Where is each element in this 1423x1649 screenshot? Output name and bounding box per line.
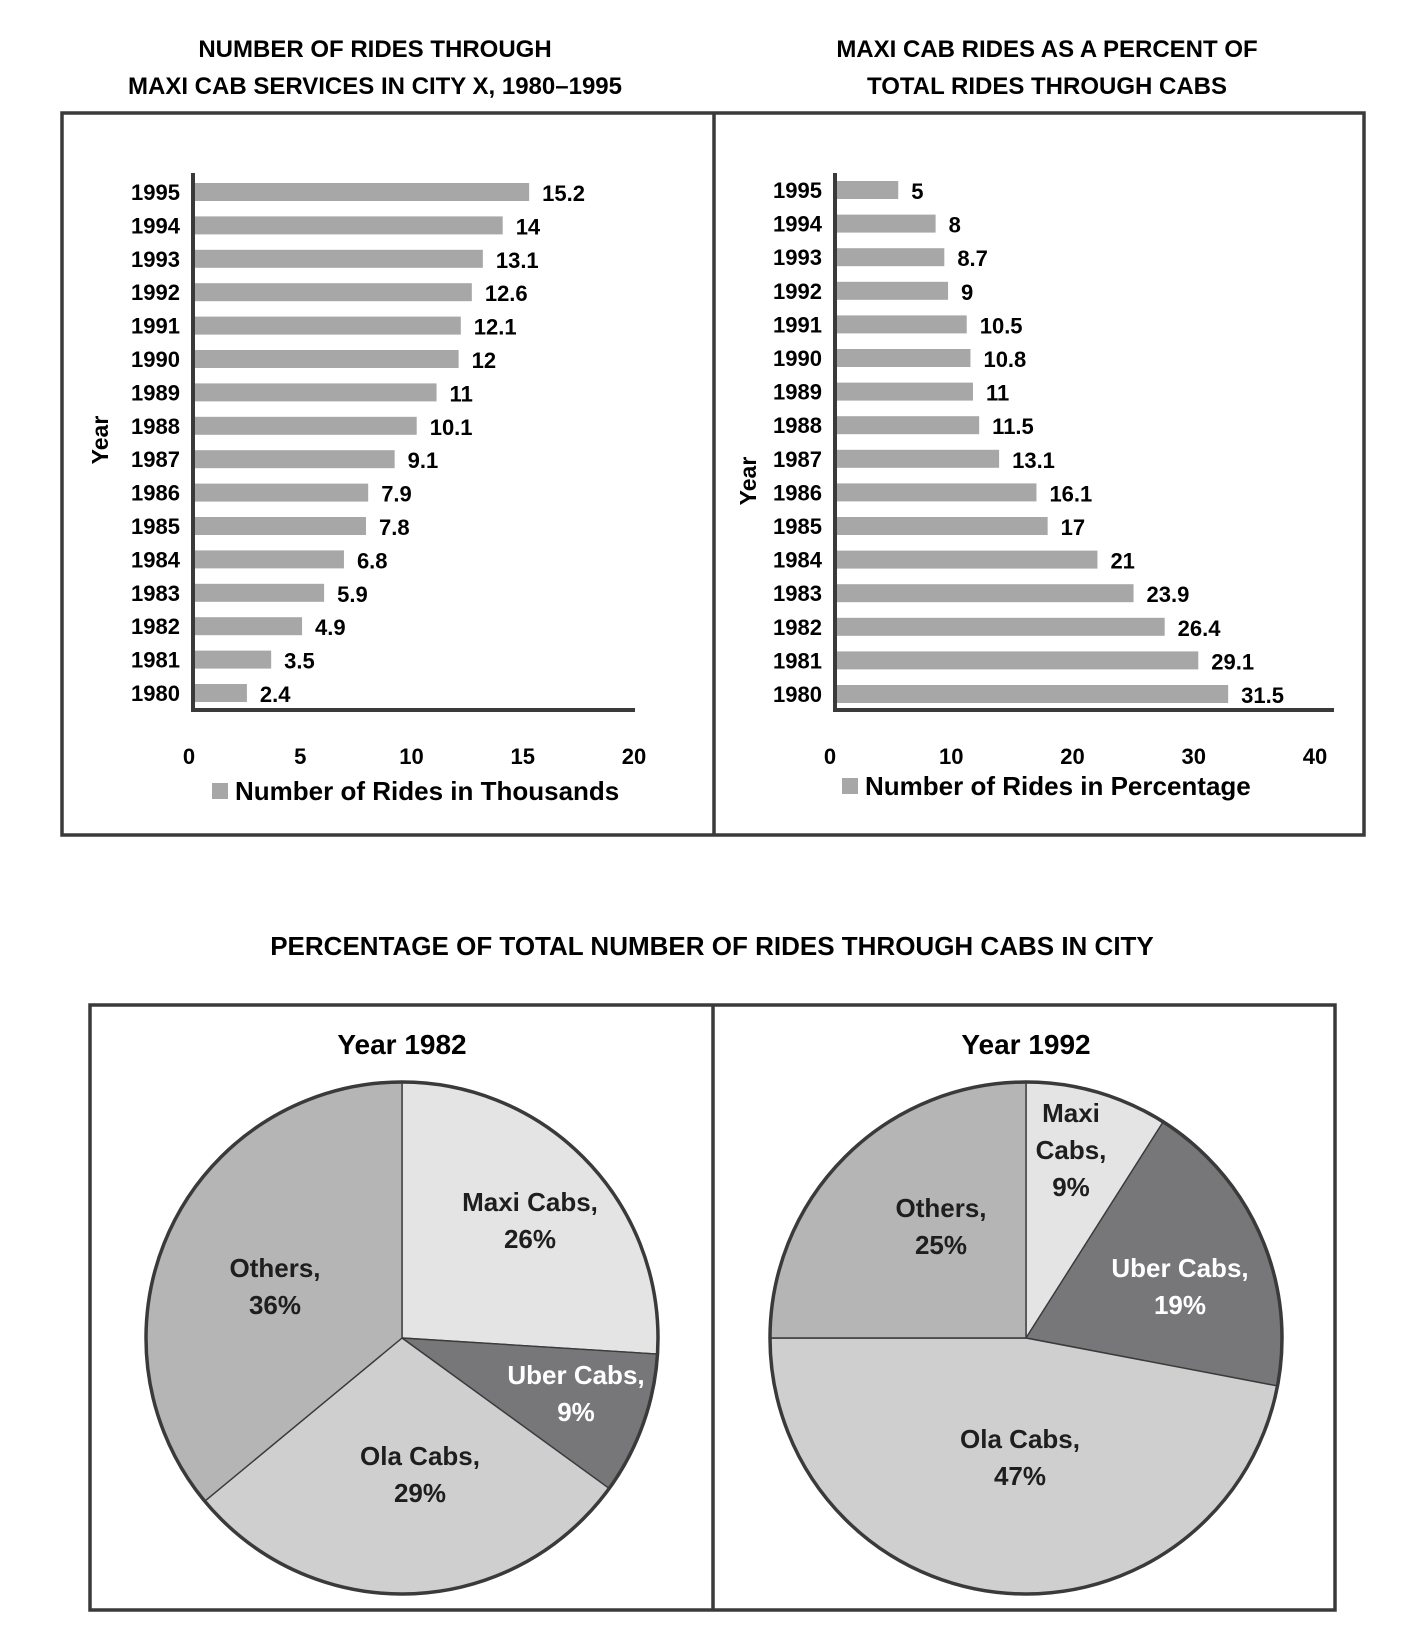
bar-1991: [194, 317, 461, 335]
y-axis-title: Year: [735, 456, 761, 506]
category-label-1985: 1985: [131, 514, 180, 539]
value-label-1982: 26.4: [1177, 615, 1221, 641]
value-label-1986: 7.9: [381, 481, 412, 507]
pie-label-uber-cabs-line-2: 19%: [1153, 1290, 1207, 1320]
category-label-1989: 1989: [773, 379, 822, 405]
category-label-1980: 1980: [131, 681, 180, 706]
pie-label-maxi-cabs-line-1: Maxi Cabs,: [462, 1187, 598, 1217]
bar-1992: [194, 283, 472, 301]
bar-1985: [194, 517, 366, 535]
pie-label-ola-cabs-line-2: 47%: [993, 1461, 1047, 1491]
value-label-1980: 2.4: [259, 682, 291, 707]
bar-1982: [194, 617, 302, 635]
value-label-1984: 6.8: [356, 548, 388, 574]
x-tick-label-5: 5: [294, 744, 307, 769]
category-label-1982: 1982: [131, 614, 180, 640]
pie-section-title: PERCENTAGE OF TOTAL NUMBER OF RIDES THROUGH CABS IN CITY: [270, 931, 1154, 961]
pie-label-uber-cabs-line-1: Uber Cabs,: [1111, 1253, 1249, 1283]
pie-label-others-line-1: Others,: [229, 1253, 321, 1283]
x-tick-label-10: 10: [399, 744, 424, 769]
x-tick-label-20: 20: [621, 744, 647, 769]
value-label-1982: 4.9: [315, 615, 346, 641]
category-label-1982: 1982: [773, 614, 822, 640]
value-label-1980: 31.5: [1241, 683, 1285, 708]
bar-1988: [194, 417, 417, 435]
value-label-1994: 14: [515, 214, 541, 240]
bar-1995: [836, 181, 898, 199]
value-label-1984: 21: [1110, 548, 1135, 574]
bar-1990: [836, 349, 970, 367]
bar-1994: [836, 215, 936, 233]
value-label-1988: 10.1: [429, 414, 473, 440]
bar-chart-1-title-line-2: MAXI CAB SERVICES IN CITY X, 1980–1995: [128, 73, 622, 100]
value-label-1987: 9.1: [407, 448, 439, 474]
bar-1980: [194, 684, 247, 702]
category-label-1991: 1991: [131, 313, 180, 339]
value-label-1991: 12.1: [473, 314, 517, 340]
pie-label-others-line-2: 36%: [248, 1290, 302, 1320]
bar-chart-2-title-line-1: MAXI CAB RIDES AS A PERCENT OF: [836, 36, 1258, 63]
value-label-1983: 23.9: [1146, 582, 1190, 608]
bar-1984: [836, 551, 1097, 569]
category-label-1995: 1995: [773, 178, 822, 203]
category-label-1993: 1993: [773, 245, 822, 271]
value-label-1989: 11: [985, 380, 1010, 406]
bar-1985: [836, 517, 1048, 535]
legend-swatch: [212, 783, 228, 799]
category-label-1980: 1980: [773, 682, 822, 707]
pie-label-others-line-2: 25%: [914, 1230, 968, 1260]
category-label-1984: 1984: [773, 547, 822, 573]
category-label-1991: 1991: [773, 312, 822, 338]
value-label-1986: 16.1: [1049, 481, 1093, 507]
value-label-1995: 15.2: [542, 181, 585, 206]
pie-chart-1982: [146, 1082, 658, 1594]
category-label-1981: 1981: [773, 648, 822, 674]
bar-1984: [194, 550, 344, 568]
value-label-1985: 17: [1060, 515, 1086, 540]
pie-label-ola-cabs-line-2: 29%: [393, 1478, 447, 1508]
category-label-1990: 1990: [131, 347, 180, 372]
category-label-1992: 1992: [773, 278, 822, 304]
value-label-1981: 3.5: [284, 648, 315, 674]
bar-1987: [836, 450, 999, 468]
value-label-1993: 13.1: [495, 247, 539, 273]
bar-1982: [836, 618, 1165, 636]
category-label-1984: 1984: [131, 547, 180, 573]
x-tick-label-15: 15: [510, 744, 535, 769]
pie-slice-maxi-cabs: [402, 1082, 658, 1354]
value-label-1981: 29.1: [1211, 649, 1255, 675]
pie-label-maxi-cabs-line-1: Maxi: [1042, 1098, 1100, 1128]
x-tick-label-0: 0: [823, 744, 837, 769]
pie-1982-title: Year 1982: [337, 1029, 467, 1060]
category-label-1981: 1981: [131, 647, 180, 673]
pie-chart-1992: [770, 1082, 1282, 1594]
category-label-1994: 1994: [773, 211, 822, 237]
bar-1986: [194, 484, 368, 502]
category-label-1988: 1988: [773, 413, 822, 439]
category-label-1995: 1995: [131, 180, 180, 205]
bar-1989: [194, 383, 437, 401]
x-tick-label-0: 0: [182, 744, 196, 769]
category-label-1986: 1986: [773, 480, 822, 506]
category-label-1987: 1987: [131, 447, 180, 473]
y-axis-title: Year: [87, 415, 113, 465]
bar-chart-rides-in-thousands: [87, 173, 646, 806]
bar-1993: [836, 248, 944, 266]
bar-1983: [194, 584, 324, 602]
category-label-1993: 1993: [131, 246, 180, 272]
category-label-1994: 1994: [131, 213, 180, 239]
category-label-1983: 1983: [773, 581, 822, 607]
bar-1980: [836, 685, 1228, 703]
pie-label-ola-cabs-line-1: Ola Cabs,: [960, 1424, 1080, 1454]
bar-1994: [194, 216, 503, 234]
bar-chart-2-title-line-2: TOTAL RIDES THROUGH CABS: [866, 73, 1228, 100]
legend-label: Number of Rides in Percentage: [865, 771, 1251, 801]
pie-label-others-line-1: Others,: [895, 1193, 987, 1223]
pie-label-maxi-cabs-line-2: 26%: [503, 1224, 557, 1254]
bar-chart-rides-in-percentage: [735, 173, 1334, 801]
pie-label-uber-cabs-line-1: Uber Cabs,: [507, 1360, 645, 1390]
category-label-1986: 1986: [131, 480, 180, 506]
bar-1981: [194, 651, 271, 669]
x-tick-label-10: 10: [939, 744, 964, 769]
legend-label: Number of Rides in Thousands: [235, 776, 620, 806]
value-label-1991: 10.5: [979, 313, 1023, 339]
pie-1992-title: Year 1992: [961, 1029, 1091, 1060]
x-tick-label-20: 20: [1060, 744, 1085, 769]
value-label-1985: 7.8: [378, 515, 410, 540]
value-label-1995: 5: [911, 179, 924, 204]
category-label-1992: 1992: [131, 280, 180, 306]
x-tick-label-30: 30: [1181, 744, 1206, 769]
category-label-1988: 1988: [131, 413, 180, 439]
category-label-1990: 1990: [773, 346, 822, 371]
bar-1983: [836, 584, 1134, 602]
bar-1990: [194, 350, 459, 368]
value-label-1992: 9: [961, 279, 974, 305]
category-label-1989: 1989: [131, 380, 180, 406]
pie-label-maxi-cabs-line-3: 9%: [1052, 1172, 1090, 1202]
bar-1981: [836, 651, 1198, 669]
bar-1988: [836, 416, 979, 434]
bar-1987: [194, 450, 395, 468]
bar-1993: [194, 250, 483, 268]
bar-1992: [836, 282, 948, 300]
category-label-1987: 1987: [773, 446, 822, 472]
x-tick-label-40: 40: [1302, 744, 1328, 769]
pie-label-ola-cabs-line-1: Ola Cabs,: [360, 1441, 480, 1471]
value-label-1994: 8: [948, 212, 961, 238]
value-label-1989: 11: [449, 381, 473, 407]
pie-label-uber-cabs-line-2: 9%: [557, 1397, 595, 1427]
value-label-1990: 10.8: [983, 347, 1027, 372]
value-label-1992: 12.6: [484, 281, 528, 307]
value-label-1988: 11.5: [992, 414, 1034, 440]
legend-swatch: [842, 778, 858, 794]
category-label-1985: 1985: [773, 514, 822, 539]
value-label-1993: 8.7: [957, 246, 988, 272]
bar-1991: [836, 315, 967, 333]
value-label-1983: 5.9: [337, 581, 368, 607]
value-label-1990: 12: [471, 348, 497, 373]
bar-1995: [194, 183, 529, 201]
bar-chart-1-title-line-1: NUMBER OF RIDES THROUGH: [198, 36, 552, 63]
bar-1989: [836, 383, 973, 401]
bar-1986: [836, 483, 1036, 501]
category-label-1983: 1983: [131, 580, 180, 606]
pie-label-maxi-cabs-line-2: Cabs,: [1035, 1135, 1107, 1165]
value-label-1987: 13.1: [1012, 447, 1055, 473]
